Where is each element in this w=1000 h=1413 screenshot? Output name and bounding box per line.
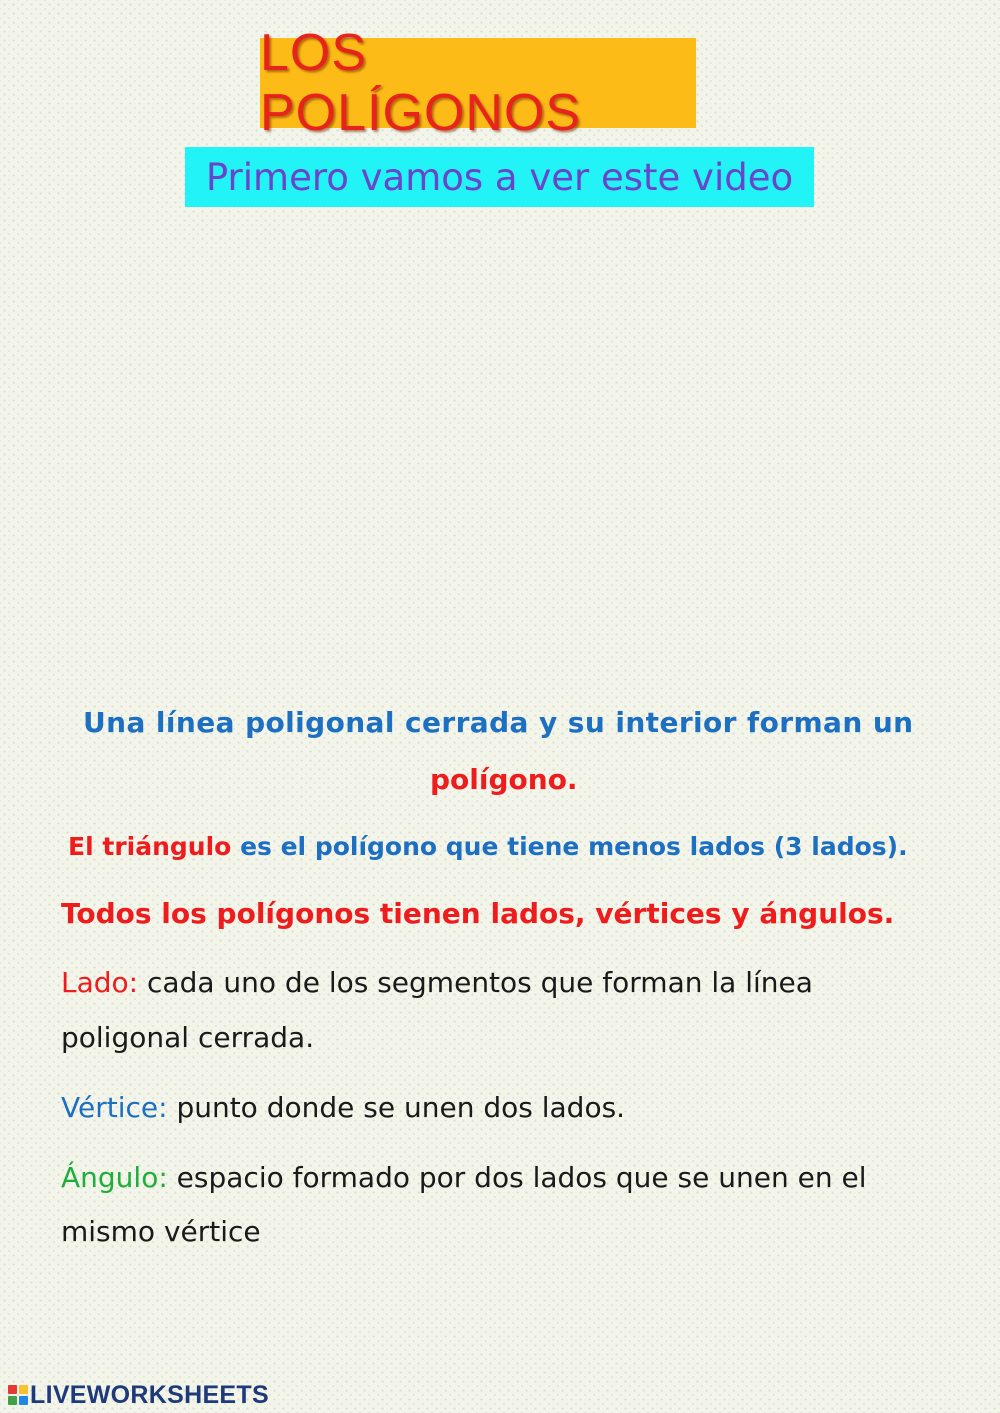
logo-square: [8, 1396, 17, 1405]
triangle-el: El: [68, 832, 94, 861]
logo-square: [19, 1385, 28, 1394]
triangle-word: triángulo: [102, 832, 232, 861]
definition-line-2: polígono.: [430, 763, 578, 796]
lado-term: Lado:: [61, 966, 139, 999]
triangle-rest: es el polígono que tiene menos lados (3 lados).: [240, 832, 908, 861]
angulo-definition: [61, 1161, 867, 1194]
logo-square: [8, 1385, 17, 1394]
triangle-sentence: [68, 832, 908, 861]
definition-line-1: Una línea poligonal cerrada y su interior forman un: [83, 706, 914, 739]
lado-text-2: poligonal cerrada.: [61, 1021, 315, 1054]
angulo-text-2: mismo vértice: [61, 1215, 261, 1248]
logo-square: [19, 1396, 28, 1405]
brand-name: LIVEWORKSHEETS: [30, 1380, 269, 1409]
lado-definition: [61, 966, 813, 999]
lado-text-1: cada uno de los segmentos que forman la línea: [147, 966, 813, 999]
vertice-term: Vértice:: [61, 1091, 168, 1124]
logo-icon: [8, 1385, 28, 1405]
vertice-text: punto donde se unen dos lados.: [176, 1091, 626, 1124]
page-title: LOS POLÍGONOS: [260, 24, 582, 142]
all-polygons-sentence: Todos los polígonos tienen lados, vértices y ángulos.: [61, 897, 895, 930]
angulo-term: Ángulo:: [61, 1161, 168, 1194]
video-embed-area[interactable]: [120, 225, 880, 665]
subtitle-banner: [185, 147, 814, 207]
liveworksheets-logo[interactable]: [8, 1381, 269, 1409]
angulo-text-1: espacio formado por dos lados que se unen en el: [176, 1161, 867, 1194]
subtitle: Primero vamos a ver este video: [205, 155, 794, 199]
title-banner: [260, 24, 696, 142]
vertice-definition: [61, 1091, 625, 1124]
